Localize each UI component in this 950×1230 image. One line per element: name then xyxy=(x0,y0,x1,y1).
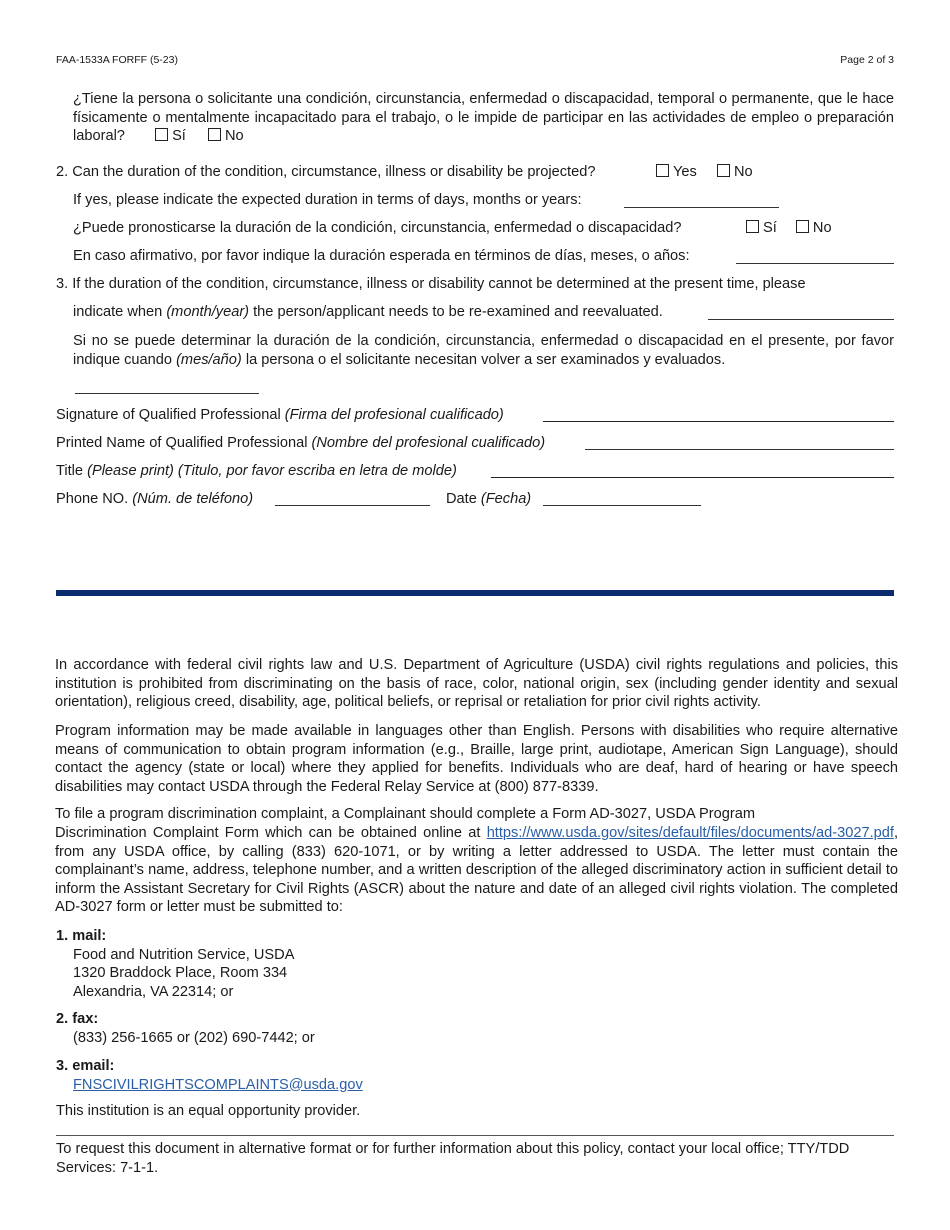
footer-note: To request this document in alternative format or for further information about this policy, contact your local office; TTY/TDD Services: 7-1-1. xyxy=(56,1141,850,1176)
email-link[interactable]: FNSCIVILRIGHTSCOMPLAINTS@usda.gov xyxy=(73,1076,363,1093)
q3-line2-pre: indicate when xyxy=(73,304,163,320)
q1-si-checkbox[interactable] xyxy=(155,128,168,141)
para3-pre-link: Discrimination Complaint Form which can be obtained online at xyxy=(55,825,481,841)
q2-si-label: Sí xyxy=(763,220,777,236)
date-label-row xyxy=(446,491,531,507)
equal-opportunity: This institution is an equal opportunity provider. xyxy=(56,1103,361,1119)
section-divider-bar xyxy=(56,590,894,596)
q3-reexam-es-field[interactable] xyxy=(75,393,259,394)
q2-text-es: ¿Puede pronosticarse la duración de la condición, circunstancia, enfermedad o discapacidad? xyxy=(73,220,682,236)
date-label: Date xyxy=(446,491,477,507)
title-label-row xyxy=(56,463,457,479)
name-label: Printed Name of Qualified Professional xyxy=(56,435,308,451)
q3-line2-ital: (month/year) xyxy=(166,304,250,320)
q2-number: 2. xyxy=(56,164,69,180)
title-field[interactable] xyxy=(491,477,894,478)
phone-field[interactable] xyxy=(275,505,430,506)
q3-line1 xyxy=(56,276,806,292)
q1-si-label: Sí xyxy=(172,128,186,145)
fax-label: 2. fax: xyxy=(56,1011,99,1027)
q3-es-post: la persona o el solicitante necesitan volver a ser examinados y evaluados. xyxy=(245,351,726,368)
mail-line1: Food and Nutrition Service, USDA xyxy=(73,946,295,963)
q2-es-no-label: No xyxy=(812,220,832,236)
q2-followup-es: En caso afirmativo, por favor indique la duración esperada en términos de días, meses, o años: xyxy=(73,248,690,264)
title-label-es: (Please print) (Titulo, por favor escriba en letra de molde) xyxy=(87,463,457,479)
phone-label-row xyxy=(56,491,253,507)
q3-es-pre: Si no se puede determinar la duración de la condición, circunstancia, enfermedad o discapacidad en el presente, por favor indique cuando xyxy=(73,333,894,368)
q2-options xyxy=(656,164,753,180)
civil-rights-para3-line1: To file a program discrimination complaint, a Complainant should complete a Form AD-3027, USDA Program xyxy=(55,806,755,822)
q2-duration-field[interactable] xyxy=(624,207,779,208)
q2-row xyxy=(56,164,595,180)
fax-block xyxy=(56,1010,315,1047)
civil-rights-para2: Program information may be made available in languages other than English. Persons with disabilities who require alternative means of communication to obtain program information (e.g., Braille, large print, audiotape, American Sign Language), should contact the agency (state or local) where they applied for benefits. Individuals who are deaf, hard of hearing or have speech disabilities may contact USDA through the Federal Relay Service at (800) 877-8339. xyxy=(55,723,898,795)
q2-es-options xyxy=(746,220,832,236)
mail-block xyxy=(56,927,294,1001)
mail-line3: Alexandria, VA 22314; or xyxy=(73,983,234,1000)
printed-name-field[interactable] xyxy=(585,449,894,450)
q3-es-ital: (mes/año) xyxy=(176,351,242,368)
mail-label: 1. mail: xyxy=(56,928,107,944)
q3-spanish xyxy=(73,332,894,369)
q3-line2 xyxy=(73,304,663,320)
phone-label: Phone NO. xyxy=(56,491,129,507)
q1-spanish-block xyxy=(73,90,894,146)
q2-si-checkbox[interactable] xyxy=(746,220,759,233)
signature-field[interactable] xyxy=(543,421,894,422)
page-number: Page 2 of 3 xyxy=(840,54,894,66)
q2-es-no-checkbox[interactable] xyxy=(796,220,809,233)
q1-spanish-text: ¿Tiene la persona o solicitante una condición, circunstancia, enfermedad o discapacidad, temporal o permanente, que le hace físicamente o mentalmente incapacitado para el trabajo, o le impide de participar en las actividades de empleo o preparación laboral? xyxy=(73,91,894,145)
sig-label: Signature of Qualified Professional xyxy=(56,407,281,423)
q2-duration-es-field[interactable] xyxy=(736,263,894,264)
q2-followup: If yes, please indicate the expected duration in terms of days, months or years: xyxy=(73,192,582,208)
mail-line2: 1320 Braddock Place, Room 334 xyxy=(73,965,288,982)
ad3027-link[interactable]: https://www.usda.gov/sites/default/files/documents/ad-3027.pdf xyxy=(486,825,894,841)
printed-name-label xyxy=(56,435,545,451)
q2-yes-checkbox[interactable] xyxy=(656,164,669,177)
q3-line1-text: If the duration of the condition, circumstance, illness or disability cannot be determined at the present time, please xyxy=(72,276,806,292)
q3-number: 3. xyxy=(56,276,69,292)
form-id: FAA-1533A FORFF (5-23) xyxy=(56,54,178,66)
sig-label-es: (Firma del profesional cualificado) xyxy=(284,407,504,423)
email-label: 3. email: xyxy=(56,1058,115,1074)
civil-rights-para3 xyxy=(55,824,898,917)
q2-text: Can the duration of the condition, circumstance, illness or disability be projected? xyxy=(72,164,596,180)
date-label-es: (Fecha) xyxy=(480,491,532,507)
q2-yes-label: Yes xyxy=(673,164,697,180)
q1-no-checkbox[interactable] xyxy=(208,128,221,141)
signature-label xyxy=(56,407,504,423)
name-label-es: (Nombre del profesional cualificado) xyxy=(311,435,546,451)
date-field[interactable] xyxy=(543,505,701,506)
q1-no-label: No xyxy=(224,128,244,145)
title-label: Title xyxy=(56,463,84,479)
q3-reexam-field[interactable] xyxy=(708,319,894,320)
civil-rights-para1: In accordance with federal civil rights law and U.S. Department of Agriculture (USDA) civil rights regulations and policies, this institution is prohibited from discriminating on the basis of race, color, national origin, sex (including gender identity and sexual orientation), religious creed, disability, age, political beliefs, or reprisal or retaliation for prior civil rights activity. xyxy=(55,657,898,711)
fax-value: (833) 256-1665 or (202) 690-7442; or xyxy=(73,1029,315,1046)
q2-no-label: No xyxy=(733,164,753,180)
q3-line2-post: the person/applicant needs to be re-examined and reevaluated. xyxy=(253,304,663,320)
email-block xyxy=(56,1057,363,1094)
phone-label-es: (Núm. de teléfono) xyxy=(132,491,254,507)
q2-no-checkbox[interactable] xyxy=(717,164,730,177)
para3-post: , from any USDA office, by calling (833) 620-1071, or by writing a letter addressed to USDA. The letter must contain the complainant’s name, address, telephone number, and a written description of the alleged discriminatory action in sufficient detail to inform the Assistant Secretary for Civil Rights (ASCR) about the nature and date of an alleged civil rights violation. The completed AD-3027 form or letter must be submitted to: xyxy=(55,825,898,916)
footer-rule xyxy=(56,1135,894,1136)
